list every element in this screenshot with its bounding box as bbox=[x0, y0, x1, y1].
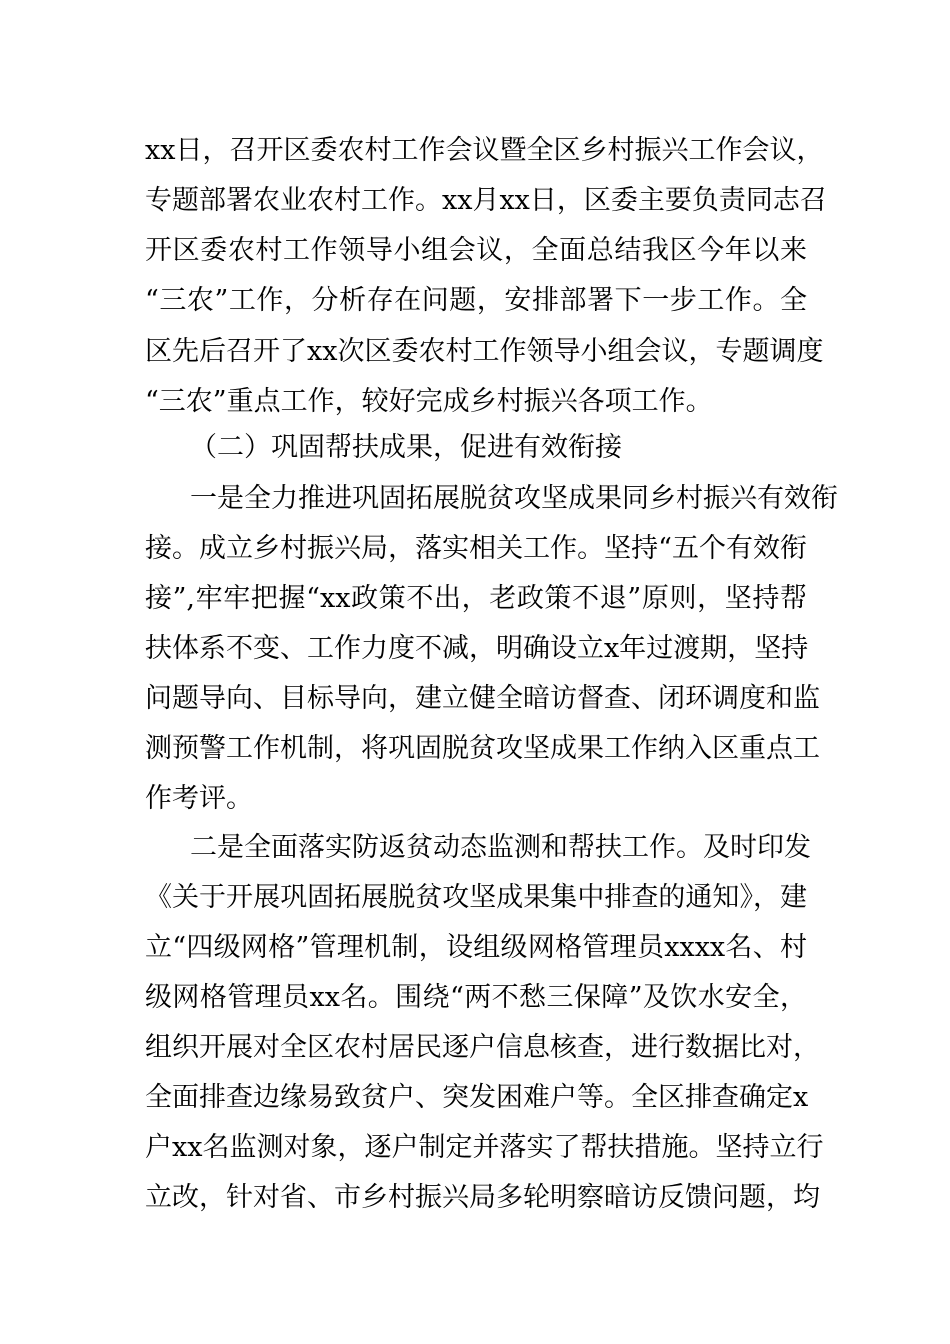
paragraph-3-line-7: 户xx名监测对象，逐户制定并落实了帮扶措施。坚持立行 bbox=[145, 1132, 824, 1163]
paragraph-1-line-3: 开区委农村工作领导小组会议，全面总结我区今年以来 bbox=[145, 235, 807, 266]
paragraph-2-line-5: 问题导向、目标导向，建立健全暗访督查、闭环调度和监 bbox=[145, 683, 820, 714]
paragraph-3-line-6: 全面排查边缘易致贫户、突发困难户等。全区排查确定x bbox=[145, 1082, 809, 1113]
paragraph-2-line-6: 测预警工作机制，将巩固脱贫攻坚成果工作纳入区重点工 bbox=[145, 733, 820, 764]
paragraph-3-line-8: 立改，针对省、市乡村振兴局多轮明察暗访反馈问题，均 bbox=[145, 1182, 820, 1213]
section-heading: （二）巩固帮扶成果，促进有效衔接 bbox=[190, 432, 622, 463]
paragraph-2-line-2: 接。成立乡村振兴局，落实相关工作。坚持“五个有效衔 bbox=[145, 533, 807, 564]
paragraph-3-line-1: 二是全面落实防返贫动态监测和帮扶工作。及时印发 bbox=[190, 832, 811, 863]
paragraph-3-line-2: 《关于开展巩固拓展脱贫攻坚成果集中排查的通知》，建 bbox=[145, 882, 807, 913]
paragraph-1-line-2: 专题部署农业农村工作。xx月xx日，区委主要负责同志召 bbox=[145, 185, 827, 216]
paragraph-2-line-4: 扶体系不变、工作力度不减，明确设立x年过渡期，坚持 bbox=[145, 633, 809, 664]
paragraph-1-line-4: “三农”工作，分析存在问题，安排部署下一步工作。全 bbox=[145, 285, 807, 316]
paragraph-2-line-3: 接”,牢牢把握“xx政策不出，老政策不退”原则，坚持帮 bbox=[145, 583, 807, 614]
paragraph-2-line-1: 一是全力推进巩固拓展脱贫攻坚成果同乡村振兴有效衔 bbox=[190, 483, 838, 514]
paragraph-2-line-7: 作考评。 bbox=[145, 783, 253, 814]
paragraph-3-line-3: 立“四级网格”管理机制，设组级网格管理员xxxx名、村 bbox=[145, 932, 807, 963]
paragraph-3-line-4: 级网格管理员xx名。围绕“两不愁三保障”及饮水安全， bbox=[145, 982, 807, 1013]
paragraph-3-line-5: 组织开展对全区农村居民逐户信息核查，进行数据比对， bbox=[145, 1032, 820, 1063]
paragraph-1-line-1: xx日，召开区委农村工作会议暨全区乡村振兴工作会议， bbox=[145, 135, 824, 166]
paragraph-1-line-5: 区先后召开了xx次区委农村工作领导小组会议，专题调度 bbox=[145, 336, 824, 367]
paragraph-1-line-6: “三农”重点工作，较好完成乡村振兴各项工作。 bbox=[145, 386, 713, 417]
